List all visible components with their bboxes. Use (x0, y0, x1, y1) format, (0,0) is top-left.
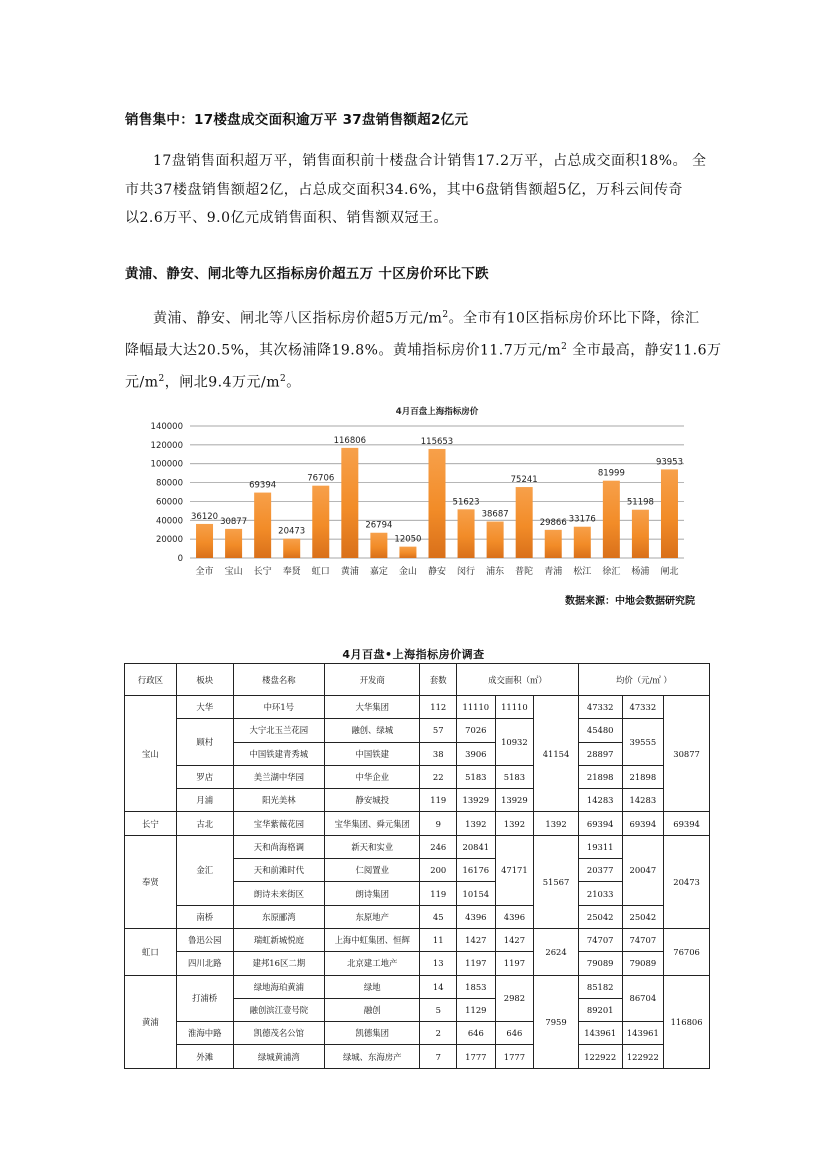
y-tick-label: 120000 (150, 440, 183, 451)
section2-paragraph (125, 301, 722, 397)
data-label: 51623 (452, 497, 480, 508)
table-cell: 85182 (578, 975, 622, 998)
table-row (125, 789, 710, 812)
table-cell: 20473 (664, 835, 710, 928)
data-label: 12050 (394, 534, 422, 545)
bar (458, 509, 475, 558)
data-label: 81999 (597, 468, 625, 479)
category-label: 金山 (398, 567, 417, 577)
category-label: 宝山 (224, 567, 243, 577)
bar (399, 547, 416, 558)
table-cell: 5183 (457, 765, 496, 788)
header-cell: 套数 (420, 664, 457, 696)
table-cell: 122922 (622, 1045, 664, 1068)
bar (545, 530, 562, 558)
data-label: 38687 (481, 509, 509, 520)
table-cell: 4396 (495, 905, 534, 928)
y-tick-label: 60000 (155, 497, 183, 508)
table-cell: 20047 (622, 835, 664, 905)
table-cell: 新天和实业 (325, 835, 420, 858)
table-cell: 罗店 (176, 765, 233, 788)
table-cell: 69394 (664, 812, 710, 835)
table-cell: 绿地海珀黄浦 (233, 975, 324, 998)
table-cell: 1427 (495, 928, 534, 951)
table-cell: 16176 (457, 859, 496, 882)
section2-heading: 黄浦、静安、闸北等九区指标房价超五万 十区房价环比下跌 (125, 266, 489, 282)
table-cell: 10932 (495, 719, 534, 766)
table-cell: 1853 (457, 975, 496, 998)
para1-line: 17盘销售面积超万平，销售面积前十楼盘合计销售17.2万平，占总成交面积18%。 全 (153, 153, 707, 169)
para2-text: 全市最高，静安11.6万 (567, 342, 722, 359)
table-cell: 1777 (457, 1045, 496, 1068)
table-cell: 瑞虹新城悦庭 (233, 928, 324, 951)
table-cell: 57 (420, 719, 457, 742)
superscript: 2 (561, 342, 568, 353)
table-cell: 5 (420, 998, 457, 1021)
table-cell: 21898 (622, 765, 664, 788)
y-tick-label: 0 (177, 554, 183, 564)
table-cell: 1392 (457, 812, 496, 835)
table-row (125, 928, 710, 951)
table-cell: 四川北路 (176, 952, 233, 975)
table-cell: 69394 (622, 812, 664, 835)
table-cell: 朗诗未来街区 (233, 882, 324, 905)
table-cell: 绿城、东海房产 (325, 1045, 420, 1068)
table-cell: 3906 (457, 742, 496, 765)
table-cell: 2 (420, 1022, 457, 1045)
table-cell: 79089 (622, 952, 664, 975)
table-cell: 宝华紫薇花园 (233, 812, 324, 835)
table-cell: 中环1号 (233, 696, 324, 719)
table-cell: 融创 (325, 998, 420, 1021)
table-cell: 1392 (534, 812, 579, 835)
table-row (125, 1045, 710, 1068)
table-row (125, 1022, 710, 1045)
data-label: 75241 (510, 475, 538, 486)
table-cell: 41154 (534, 696, 579, 812)
header-cell: 成交面积（㎡） (457, 664, 579, 696)
table-cell: 119 (420, 882, 457, 905)
table-cell: 宝山 (125, 696, 177, 812)
bar (574, 527, 591, 558)
category-label: 全市 (195, 567, 214, 577)
para2-text: 黄浦、静安、闸北等八区指标房价超5万元/m (153, 310, 443, 327)
table-cell: 绿地 (325, 975, 420, 998)
table-cell: 大华集团 (325, 696, 420, 719)
table-cell: 14283 (578, 789, 622, 812)
table-cell: 建邦16区二期 (233, 952, 324, 975)
section1-heading: 销售集中：17楼盘成交面积逾万平 37盘销售额超2亿元 (125, 112, 469, 128)
superscript: 2 (158, 374, 165, 385)
header-cell: 楼盘名称 (233, 664, 324, 696)
table-cell: 北京建工地产 (325, 952, 420, 975)
source-note: 数据来源：中地会数据研究院 (565, 596, 695, 607)
data-label: 26794 (365, 520, 393, 531)
table-cell: 22 (420, 765, 457, 788)
table-row (125, 812, 710, 835)
para2-text: 元/m (125, 374, 159, 391)
table-cell: 116806 (664, 975, 710, 1068)
y-tick-label: 80000 (155, 478, 183, 489)
bar (632, 510, 649, 558)
table-cell: 79089 (578, 952, 622, 975)
table-cell: 1197 (495, 952, 534, 975)
table-cell: 86704 (622, 975, 664, 1022)
table-cell: 大华 (176, 696, 233, 719)
table-cell: 融创、绿城 (325, 719, 420, 742)
table-cell: 大宁北玉兰花园 (233, 719, 324, 742)
bar (487, 522, 504, 558)
bar (283, 539, 300, 558)
y-tick-label: 40000 (155, 516, 183, 527)
table-cell: 绿城黄浦湾 (233, 1045, 324, 1068)
data-label: 30877 (220, 516, 248, 527)
data-label: 33176 (568, 514, 596, 525)
price-table (124, 663, 710, 1069)
data-label: 76706 (307, 473, 335, 484)
price-bar-chart (150, 403, 690, 583)
table-cell: 47332 (578, 696, 622, 719)
table-cell: 14 (420, 975, 457, 998)
chart-title: 4月百盘上海指标房价 (395, 407, 479, 417)
table-cell: 74707 (622, 928, 664, 951)
table-cell: 凯德茂名公馆 (233, 1022, 324, 1045)
table-cell: 11110 (457, 696, 496, 719)
bar (370, 533, 387, 558)
table-cell: 20377 (578, 859, 622, 882)
table-row (125, 719, 710, 742)
y-tick-label: 140000 (150, 422, 183, 432)
table-cell: 13 (420, 952, 457, 975)
table-cell: 阳光美林 (233, 789, 324, 812)
table-cell: 东原郦湾 (233, 905, 324, 928)
table-cell: 21898 (578, 765, 622, 788)
category-label: 松江 (573, 567, 592, 577)
table-cell: 39555 (622, 719, 664, 766)
table-cell: 天和尚海格调 (233, 835, 324, 858)
table-cell: 2624 (534, 928, 579, 975)
table-cell: 长宁 (125, 812, 177, 835)
table-cell: 25042 (622, 905, 664, 928)
table-cell: 47171 (495, 835, 534, 905)
table-cell: 凯德集团 (325, 1022, 420, 1045)
category-label: 杨浦 (631, 567, 650, 577)
table-cell: 47332 (622, 696, 664, 719)
table-cell: 美兰湖中华园 (233, 765, 324, 788)
para1-line: 以2.6万平、9.0亿元成销售面积、销售额双冠王。 (125, 210, 449, 226)
y-tick-label: 20000 (155, 535, 183, 546)
para2-text: 。全市有10区指标房价环比下降，徐汇 (448, 310, 700, 327)
table-cell: 奉贤 (125, 835, 177, 928)
header-cell: 板块 (176, 664, 233, 696)
table-cell: 宝华集团、舜元集团 (325, 812, 420, 835)
table-row (125, 975, 710, 998)
data-label: 93953 (655, 457, 683, 468)
bar (196, 524, 213, 558)
table-title: 4月百盘•上海指标房价调查 (342, 648, 485, 661)
table-cell: 143961 (622, 1022, 664, 1045)
category-label: 闸北 (660, 567, 679, 577)
data-label: 29866 (539, 517, 567, 528)
header-cell: 均价（元/㎡ ） (578, 664, 709, 696)
category-label: 闵行 (457, 567, 476, 577)
category-label: 青浦 (544, 567, 563, 577)
data-label: 116806 (333, 435, 367, 446)
table-cell: 69394 (578, 812, 622, 835)
table-cell: 19311 (578, 835, 622, 858)
para2-text: 降幅最大达20.5%，其次杨浦降19.8%。黄埔指标房价11.7万元/m (125, 342, 562, 359)
table-cell: 鲁迅公园 (176, 928, 233, 951)
table-cell: 13929 (457, 789, 496, 812)
category-label: 徐汇 (602, 567, 621, 577)
table-cell: 246 (420, 835, 457, 858)
table-cell: 中华企业 (325, 765, 420, 788)
bar (603, 481, 620, 558)
table-cell: 1197 (457, 952, 496, 975)
table-cell: 7959 (534, 975, 579, 1068)
table-cell: 30877 (664, 696, 710, 812)
table-header-row (125, 664, 710, 696)
bar (225, 529, 242, 558)
header-cell: 开发商 (325, 664, 420, 696)
table-cell: 1392 (495, 812, 534, 835)
table-cell: 122922 (578, 1045, 622, 1068)
table-cell: 中国铁建 (325, 742, 420, 765)
table-cell: 1427 (457, 928, 496, 951)
header-cell: 行政区 (125, 664, 177, 696)
table-row (125, 835, 710, 858)
category-label: 虹口 (311, 567, 330, 577)
table-cell: 21033 (578, 882, 622, 905)
table-cell: 11 (420, 928, 457, 951)
table-cell: 2982 (495, 975, 534, 1022)
category-label: 普陀 (515, 567, 534, 577)
table-cell: 朗诗集团 (325, 882, 420, 905)
table-cell: 38 (420, 742, 457, 765)
table-cell: 119 (420, 789, 457, 812)
table-cell: 76706 (664, 928, 710, 975)
table-cell: 51567 (534, 835, 579, 928)
data-label: 51198 (626, 497, 654, 508)
table-cell: 古北 (176, 812, 233, 835)
table-cell: 中国铁建青秀城 (233, 742, 324, 765)
category-label: 奉贤 (282, 567, 301, 577)
bar (341, 448, 358, 558)
table-cell: 20841 (457, 835, 496, 858)
bar (429, 449, 446, 558)
para2-text: 。 (286, 374, 301, 391)
table-cell: 月浦 (176, 789, 233, 812)
table-cell: 646 (457, 1022, 496, 1045)
bar (312, 486, 329, 558)
table-cell: 646 (495, 1022, 534, 1045)
table-cell: 仁阅置业 (325, 859, 420, 882)
table-row (125, 765, 710, 788)
table-row (125, 905, 710, 928)
table-cell: 南桥 (176, 905, 233, 928)
data-label: 115653 (420, 436, 454, 447)
data-label: 20473 (278, 526, 306, 537)
table-cell: 7 (420, 1045, 457, 1068)
superscript: 2 (442, 310, 449, 320)
category-label: 黄浦 (340, 567, 359, 577)
table-cell: 上海中虹集团、恒辉 (325, 928, 420, 951)
table-cell: 打浦桥 (176, 975, 233, 1022)
table-cell: 静安城投 (325, 789, 420, 812)
table-cell: 5183 (495, 765, 534, 788)
table-cell: 200 (420, 859, 457, 882)
data-label: 69394 (249, 480, 277, 491)
table-cell: 13929 (495, 789, 534, 812)
bar (254, 493, 271, 558)
table-cell: 外滩 (176, 1045, 233, 1068)
table-cell: 25042 (578, 905, 622, 928)
table-row (125, 952, 710, 975)
category-label: 长宁 (253, 567, 272, 577)
table-row (125, 696, 710, 719)
para1-line: 市共37楼盘销售额超2亿，占总成交面积34.6%，其中6盘销售额超5亿，万科云间传奇 (125, 181, 684, 198)
table-cell: 黄浦 (125, 975, 177, 1068)
table-cell: 天和前滩时代 (233, 859, 324, 882)
table-cell: 东原地产 (325, 905, 420, 928)
superscript: 2 (280, 374, 287, 385)
category-label: 浦东 (486, 567, 505, 577)
table-cell: 虹口 (125, 928, 177, 975)
table-cell: 4396 (457, 905, 496, 928)
category-label: 嘉定 (369, 567, 388, 577)
table-cell: 143961 (578, 1022, 622, 1045)
table-cell: 10154 (457, 882, 496, 905)
table-cell: 顾村 (176, 719, 233, 766)
table-cell: 金汇 (176, 835, 233, 905)
table-cell: 14283 (622, 789, 664, 812)
table-cell: 45 (420, 905, 457, 928)
para2-text: ，闸北9.4万元/m (164, 374, 280, 391)
table-cell: 1129 (457, 998, 496, 1021)
bar (516, 487, 533, 558)
table-cell: 9 (420, 812, 457, 835)
table-cell: 112 (420, 696, 457, 719)
table-cell: 11110 (495, 696, 534, 719)
table-cell: 28897 (578, 742, 622, 765)
table-cell: 45480 (578, 719, 622, 742)
table-cell: 融创滨江壹号院 (233, 998, 324, 1021)
category-label: 静安 (427, 567, 447, 577)
y-tick-label: 100000 (150, 459, 183, 470)
table-cell: 淮海中路 (176, 1022, 233, 1045)
bar (661, 469, 678, 558)
section1-paragraph (125, 147, 707, 233)
table-cell: 7026 (457, 719, 496, 742)
table-cell: 1777 (495, 1045, 534, 1068)
data-label: 36120 (191, 511, 219, 522)
table-cell: 74707 (578, 928, 622, 951)
table-cell: 89201 (578, 998, 622, 1021)
